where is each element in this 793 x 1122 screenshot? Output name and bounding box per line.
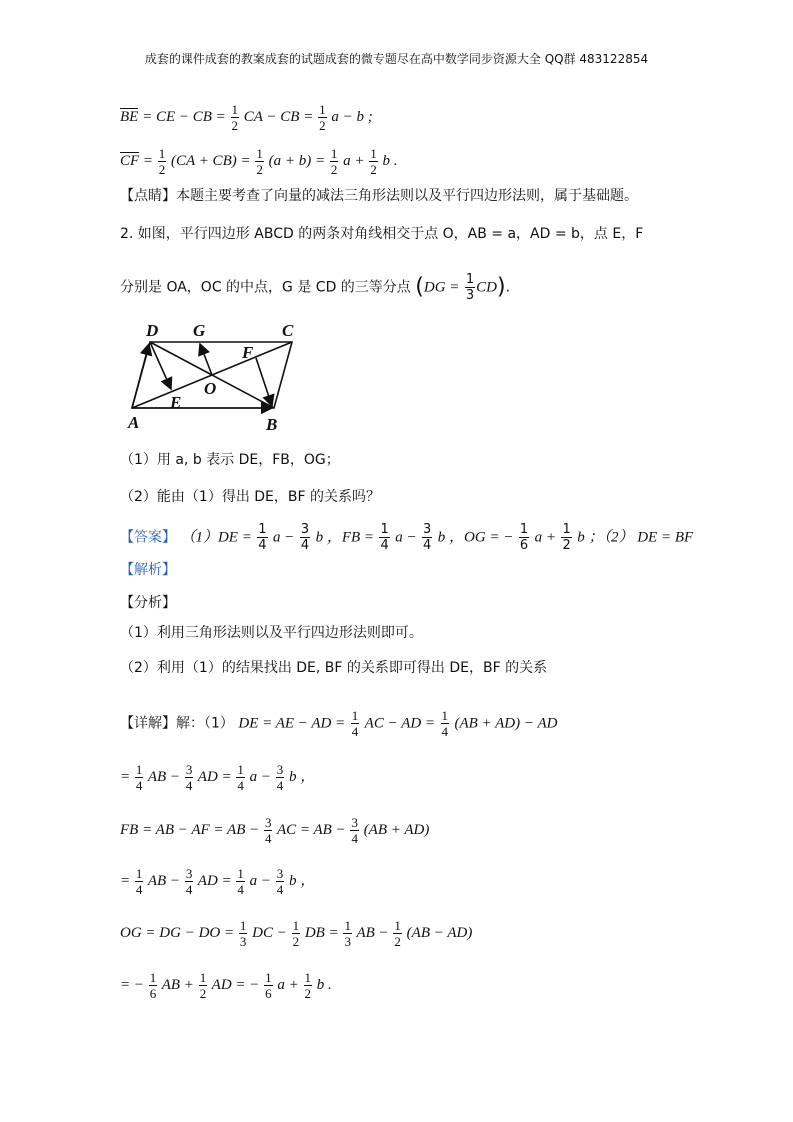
be-equation: BE = CE − CB = $\frac{1}{2}$ CA − CB = $\frac{1}{2}$ a − b ;	[120, 102, 373, 133]
fraction: $\frac{1}{2}$	[292, 918, 300, 949]
answer-tag: 【答案】	[120, 529, 176, 546]
parallelogram-figure	[120, 318, 310, 438]
question-2: （2）能由（1）得出 DE，BF 的关系吗？	[120, 489, 380, 505]
label-f: F	[242, 343, 254, 362]
fraction: $\frac{1}{2}$	[256, 146, 263, 177]
fraction: $\frac{3}{4}$	[185, 762, 193, 793]
fraction: $\frac{3}{4}$	[300, 522, 310, 553]
fenxi-tag: 【分析】	[120, 595, 176, 611]
fraction: $\frac{1}{2}$	[562, 522, 571, 553]
detail-line-3: FB = AB − AF = AB − $\frac{3}{4}$ AC = AB − $\frac{3}{4}$ (AB + AD)	[120, 815, 430, 846]
label-o: O	[204, 379, 217, 398]
fraction: $\frac{1}{6}$	[265, 970, 272, 1001]
comment-tag: 【点睛】	[120, 188, 176, 204]
cf-equation: CF = $\frac{1}{2}$ (CA + CB) = $\frac{1}{2}$ (a + b) = $\frac{1}{2}$ a + $\frac{1}{2}$ b .	[120, 146, 398, 177]
fraction: $\frac{1}{4}$	[258, 522, 267, 553]
fraction: $\frac{3}{4}$	[276, 762, 284, 793]
fraction: $\frac{1}{2}$	[231, 102, 239, 133]
fraction: $\frac{1}{3}$	[239, 918, 247, 949]
fraction: $\frac{1}{2}$	[394, 918, 401, 949]
cf-vector: CF	[120, 152, 140, 169]
vector-de	[150, 342, 171, 389]
detail-line-5: OG = DG − DO = $\frac{1}{3}$ DC − $\frac{1}{2}$ DB = $\frac{1}{3}$ AB − $\frac{1}{2}$ (AB − AD)	[120, 918, 473, 949]
fraction: $\frac{1}{6}$	[519, 522, 529, 553]
fenxi-line-2: （2）利用（1）的结果找出 DE, BF 的关系即可得出 DE，BF 的关系	[120, 660, 548, 676]
detail-line-6: = − $\frac{1}{6}$ AB + $\frac{1}{2}$ AD = − $\frac{1}{6}$ a + $\frac{1}{2}$ b .	[120, 970, 332, 1001]
problem-2-line-1: 2. 如图，平行四边形 ABCD 的两条对角线相交于点 O，AB = a，AD = b，点 E，F	[120, 226, 644, 242]
fraction: $\frac{1}{2}$	[319, 102, 326, 133]
fraction: $\frac{1}{2}$	[330, 146, 338, 177]
comment-text: 本题主要考查了向量的减法三角形法则以及平行四边形法则，属于基础题。	[176, 188, 638, 204]
vector-ad	[132, 344, 149, 408]
fraction: $\frac{1}{4}$	[441, 708, 449, 739]
label-b: B	[266, 415, 278, 434]
fraction: $\frac{1}{4}$	[237, 762, 244, 793]
fraction: $\frac{3}{4}$	[351, 815, 358, 846]
detail-line-1: 【详解】解：（1） DE = AE − AD = $\frac{1}{4}$ AC − AD = $\frac{1}{4}$ (AB + AD) − AD	[120, 708, 558, 739]
be-vector: BE	[120, 108, 139, 125]
detail-line-2: = $\frac{1}{4}$ AB − $\frac{3}{4}$ AD = $\frac{1}{4}$ a − $\frac{3}{4}$ b ，	[120, 762, 316, 793]
fraction: $\frac{1}{4}$	[351, 708, 359, 739]
detail-tag: 【详解】解：（1）	[120, 715, 234, 732]
fraction: $\frac{1}{4}$	[135, 866, 143, 897]
fraction: $\frac{3}{4}$	[185, 866, 193, 897]
analysis-tag: 【解析】	[120, 562, 176, 578]
fraction: $\frac{1}{3}$	[344, 918, 351, 949]
detail-line-4: = $\frac{1}{4}$ AB − $\frac{3}{4}$ AD = $\frac{1}{4}$ a − $\frac{3}{4}$ b ，	[120, 866, 316, 897]
label-d: D	[146, 321, 159, 340]
label-c: C	[282, 321, 294, 340]
fraction: $\frac{1}{6}$	[149, 970, 157, 1001]
fraction: $\frac{1}{4}$	[135, 762, 143, 793]
fraction: $\frac{1}{4}$	[380, 522, 389, 553]
answer-paragraph: 【答案】 （1）DE = $\frac{1}{4}$ a − $\frac{3}{4}$ b ，FB = $\frac{1}{4}$ a − $\frac{3}{4}$ b ，OG = − $\frac{1}{6}$ a + $\frac{1}{2}$ b ；（2） DE = BF	[120, 522, 694, 553]
page-header: 成套的课件成套的教案成套的试题成套的微专题尽在高中数学同步资源大全 QQ群 483122854	[144, 52, 649, 66]
fraction: $\frac{3}{4}$	[264, 815, 272, 846]
question-1: （1）用 a, b 表示 DE，FB，OG；	[120, 452, 340, 468]
fraction: $\frac{3}{4}$	[276, 866, 284, 897]
fenxi-line-1: （1）利用三角形法则以及平行四边形法则即可。	[120, 625, 423, 641]
problem-2-line-2: 分别是 OA，OC 的中点，G 是 CD 的三等分点 (DG = $\frac{1}{3}$ CD).	[120, 272, 511, 303]
fraction: $\frac{1}{2}$	[370, 146, 377, 177]
fraction: $\frac{1}{2}$	[158, 146, 166, 177]
label-g: G	[193, 321, 206, 340]
fraction: $\frac{3}{4}$	[423, 522, 432, 553]
fraction: $\frac{1}{2}$	[199, 970, 207, 1001]
fraction: $\frac{1}{3}$	[465, 272, 475, 303]
fraction: $\frac{1}{2}$	[304, 970, 312, 1001]
fraction: $\frac{1}{4}$	[237, 866, 244, 897]
label-a: A	[128, 413, 140, 432]
comment-paragraph	[120, 186, 638, 206]
label-e: E	[170, 393, 182, 412]
